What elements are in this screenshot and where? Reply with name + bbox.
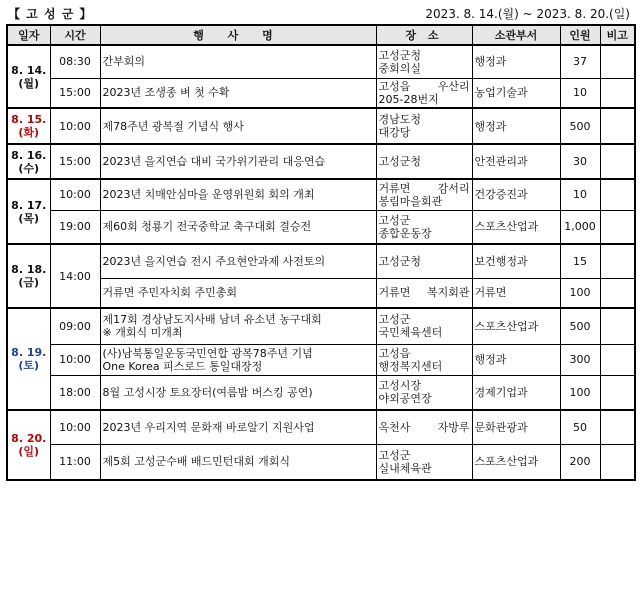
table-row bbox=[7, 108, 635, 144]
place-line: 고성읍 bbox=[378, 346, 411, 360]
place-line: 종합운동장 bbox=[378, 226, 432, 240]
place-line: 고성군 bbox=[378, 448, 411, 462]
note-cell bbox=[600, 344, 635, 375]
date-cell bbox=[7, 108, 50, 144]
event-cell bbox=[100, 210, 376, 244]
place-line: 야외공연장 bbox=[378, 392, 432, 406]
time-cell: 15:00 bbox=[50, 144, 100, 179]
place-cell bbox=[376, 144, 472, 179]
place-line: 옥천사 자방루 bbox=[378, 420, 470, 434]
date-label: 8. 17. bbox=[11, 198, 47, 212]
table-row bbox=[7, 78, 635, 108]
place-cell bbox=[376, 210, 472, 244]
col-dept: 소관부서 bbox=[472, 25, 560, 45]
dept-cell: 행정과 bbox=[472, 108, 560, 144]
event-cell bbox=[100, 144, 376, 179]
date-label: 8. 18. bbox=[11, 263, 47, 276]
date-cell bbox=[7, 144, 50, 179]
note-cell bbox=[600, 375, 635, 410]
place-cell bbox=[376, 244, 472, 278]
dept-cell: 경제기업과 bbox=[472, 375, 560, 410]
dept-cell: 스포츠산업과 bbox=[472, 210, 560, 244]
place-line: 거류면 복지회관 bbox=[378, 286, 470, 300]
event-line: 제17회 경상남도지사배 남녀 유소년 농구대회 bbox=[102, 313, 322, 327]
event-line: 2023년 치매안심마을 운영위원회 회의 개최 bbox=[102, 188, 315, 202]
place-line: 고성군청 bbox=[378, 48, 422, 62]
date-label: 8. 19. bbox=[11, 346, 47, 359]
table-row bbox=[7, 444, 635, 480]
place-line: 고성군청 bbox=[378, 254, 422, 268]
event-line: 2023년 을지연습 대비 국가위기관리 대응연습 bbox=[102, 155, 326, 168]
place-line: 봉림마을회관 bbox=[378, 194, 443, 208]
table-row bbox=[7, 410, 635, 444]
event-cell bbox=[100, 108, 376, 144]
note-cell bbox=[600, 308, 635, 344]
event-line: 제5회 고성군수배 배드민턴대회 개회식 bbox=[102, 455, 291, 469]
note-cell bbox=[600, 410, 635, 444]
event-line: 제60회 청룡기 전국중학교 축구대회 결승전 bbox=[102, 220, 312, 234]
dept-cell: 행정과 bbox=[472, 45, 560, 78]
note-cell bbox=[600, 210, 635, 244]
place-cell bbox=[376, 278, 472, 308]
note-cell bbox=[600, 108, 635, 144]
time-cell: 08:30 bbox=[50, 45, 100, 78]
table-row bbox=[7, 278, 635, 308]
time-cell: 14:00 bbox=[50, 244, 100, 308]
col-event: 행 사 명 bbox=[100, 25, 376, 45]
place-cell bbox=[376, 410, 472, 444]
table-row bbox=[7, 308, 635, 344]
count-cell: 10 bbox=[560, 78, 600, 108]
place-cell bbox=[376, 344, 472, 375]
dept-cell: 거류면 bbox=[472, 278, 560, 308]
date-label: 8. 15. bbox=[11, 113, 47, 126]
date-cell bbox=[7, 308, 50, 410]
weekday-label: (수) bbox=[18, 161, 40, 175]
event-cell bbox=[100, 278, 376, 308]
place-line: 경남도청 bbox=[378, 113, 422, 126]
place-line: 거류면 감서리 bbox=[378, 181, 470, 195]
note-cell bbox=[600, 45, 635, 78]
count-cell: 200 bbox=[560, 444, 600, 480]
time-cell: 09:00 bbox=[50, 308, 100, 344]
note-cell bbox=[600, 244, 635, 278]
col-note: 비고 bbox=[600, 25, 635, 45]
event-line: ※ 개회식 미개최 bbox=[102, 326, 183, 340]
place-line: 고성읍 우산리 bbox=[378, 79, 470, 93]
schedule-table bbox=[6, 24, 636, 481]
count-cell: 15 bbox=[560, 244, 600, 278]
place-cell bbox=[376, 375, 472, 410]
dept-cell: 건강증진과 bbox=[472, 179, 560, 210]
place-line: 중회의실 bbox=[378, 61, 422, 75]
place-cell bbox=[376, 308, 472, 344]
weekday-label: (토) bbox=[18, 359, 40, 372]
count-cell: 500 bbox=[560, 308, 600, 344]
weekday-label: (일) bbox=[18, 445, 40, 458]
time-cell: 19:00 bbox=[50, 210, 100, 244]
col-time: 시간 bbox=[50, 25, 100, 45]
dept-cell: 스포츠산업과 bbox=[472, 444, 560, 480]
date-label: 8. 20. bbox=[11, 432, 47, 445]
date-cell bbox=[7, 410, 50, 480]
region-title: 【 고 성 군 】 bbox=[8, 7, 93, 21]
date-label: 8. 14. bbox=[11, 63, 47, 77]
date-label: 8. 16. bbox=[11, 148, 47, 162]
event-line: 거류면 주민자치회 주민총회 bbox=[102, 286, 238, 300]
event-line: One Korea 피스로드 통일대장정 bbox=[102, 359, 263, 373]
table-row bbox=[7, 210, 635, 244]
place-line: 행정복지센터 bbox=[378, 359, 443, 373]
dept-cell: 스포츠산업과 bbox=[472, 308, 560, 344]
weekday-label: (금) bbox=[18, 276, 40, 289]
table-row bbox=[7, 375, 635, 410]
time-cell: 18:00 bbox=[50, 375, 100, 410]
col-count: 인원 bbox=[560, 25, 600, 45]
event-cell bbox=[100, 78, 376, 108]
table-row bbox=[7, 45, 635, 78]
note-cell bbox=[600, 78, 635, 108]
time-cell: 10:00 bbox=[50, 179, 100, 210]
count-cell: 10 bbox=[560, 179, 600, 210]
time-cell: 10:00 bbox=[50, 108, 100, 144]
place-cell bbox=[376, 45, 472, 78]
place-line: 고성군청 bbox=[378, 155, 422, 168]
dept-cell: 농업기술과 bbox=[472, 78, 560, 108]
time-cell: 15:00 bbox=[50, 78, 100, 108]
date-cell bbox=[7, 179, 50, 244]
event-line: 8월 고성시장 토요장터(여름밤 버스킹 공연) bbox=[102, 385, 313, 399]
event-line: (사)남북통일운동국민연합 광복78주년 기념 bbox=[102, 346, 313, 360]
weekday-label: (화) bbox=[18, 126, 40, 139]
count-cell: 37 bbox=[560, 45, 600, 78]
table-row bbox=[7, 344, 635, 375]
place-cell bbox=[376, 78, 472, 108]
event-cell bbox=[100, 375, 376, 410]
event-line: 제78주년 광복절 기념식 행사 bbox=[102, 119, 244, 133]
dept-cell: 문화관광과 bbox=[472, 410, 560, 444]
event-line: 2023년 우리지역 문화재 바로알기 지원사업 bbox=[102, 420, 315, 434]
place-line: 실내체육관 bbox=[378, 461, 432, 475]
event-cell bbox=[100, 410, 376, 444]
count-cell: 100 bbox=[560, 375, 600, 410]
event-cell bbox=[100, 444, 376, 480]
event-cell bbox=[100, 179, 376, 210]
col-place: 장 소 bbox=[376, 25, 472, 45]
weekday-label: (월) bbox=[18, 76, 40, 90]
place-line: 대강당 bbox=[378, 126, 411, 139]
count-cell: 30 bbox=[560, 144, 600, 179]
place-cell bbox=[376, 108, 472, 144]
note-cell bbox=[600, 278, 635, 308]
note-cell bbox=[600, 144, 635, 179]
table-row bbox=[7, 144, 635, 179]
count-cell: 50 bbox=[560, 410, 600, 444]
count-cell: 500 bbox=[560, 108, 600, 144]
time-cell: 11:00 bbox=[50, 444, 100, 480]
header-row bbox=[7, 25, 635, 45]
count-cell: 300 bbox=[560, 344, 600, 375]
table-row bbox=[7, 244, 635, 278]
weekday-label: (목) bbox=[18, 211, 40, 225]
event-line: 2023년 조생종 벼 첫 수확 bbox=[102, 86, 230, 100]
event-cell bbox=[100, 244, 376, 278]
event-line: 간부회의 bbox=[102, 55, 146, 69]
period-range: 2023. 8. 14.(월) ~ 2023. 8. 20.(일) bbox=[425, 7, 630, 21]
place-line: 고성군 bbox=[378, 313, 411, 327]
count-cell: 100 bbox=[560, 278, 600, 308]
event-line: 2023년 을지연습 전시 주요현안과제 사전토의 bbox=[102, 254, 326, 268]
event-cell bbox=[100, 45, 376, 78]
place-line: 국민체육센터 bbox=[378, 326, 443, 340]
dept-cell: 안전관리과 bbox=[472, 144, 560, 179]
event-cell bbox=[100, 308, 376, 344]
note-cell bbox=[600, 444, 635, 480]
place-cell bbox=[376, 444, 472, 480]
place-cell bbox=[376, 179, 472, 210]
col-date: 일자 bbox=[7, 25, 50, 45]
table-row bbox=[7, 179, 635, 210]
count-cell: 1,000 bbox=[560, 210, 600, 244]
dept-cell: 행정과 bbox=[472, 344, 560, 375]
time-cell: 10:00 bbox=[50, 410, 100, 444]
place-line: 고성시장 bbox=[378, 379, 422, 393]
place-line: 고성군 bbox=[378, 213, 411, 227]
event-cell bbox=[100, 344, 376, 375]
note-cell bbox=[600, 179, 635, 210]
dept-cell: 보건행정과 bbox=[472, 244, 560, 278]
date-cell bbox=[7, 45, 50, 108]
schedule-body bbox=[7, 45, 635, 480]
date-cell bbox=[7, 244, 50, 308]
time-cell: 10:00 bbox=[50, 344, 100, 375]
place-line: 205-28번지 bbox=[378, 92, 439, 106]
